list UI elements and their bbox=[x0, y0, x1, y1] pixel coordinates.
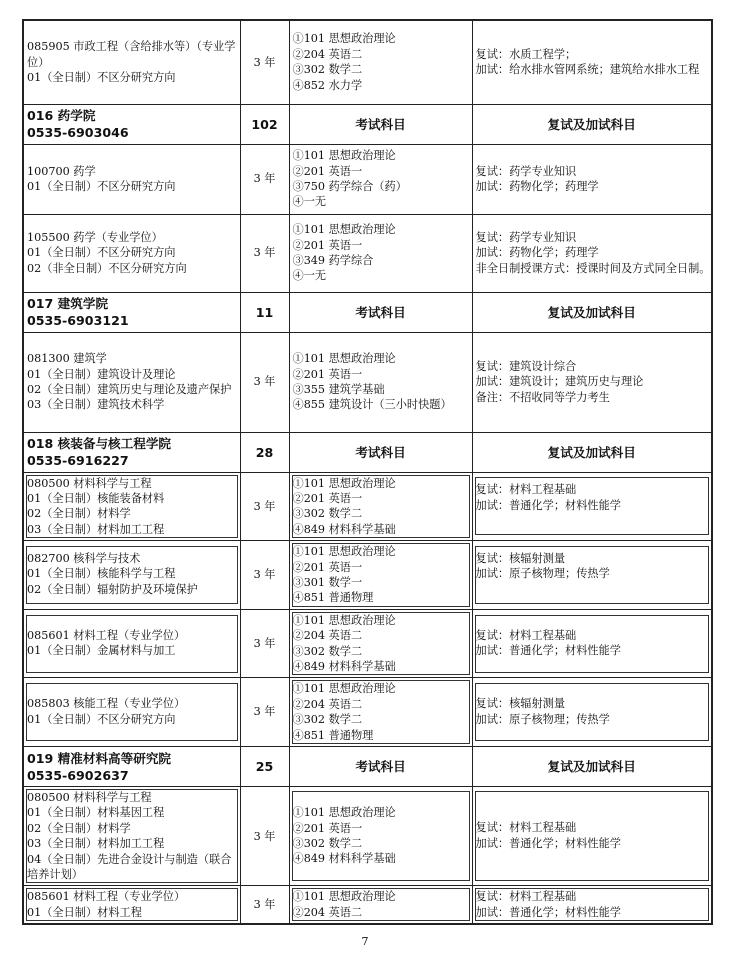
major-direction: 01（全日制）核能装备材料 bbox=[27, 491, 165, 505]
major-title: 105500 药学（专业学位） bbox=[27, 230, 163, 244]
retest-subjects-header: 复试及加试科目 bbox=[472, 432, 712, 472]
major-row-085601 bbox=[23, 609, 712, 678]
retest-cell bbox=[472, 886, 712, 924]
exam-subject: ①101 思想政治理论 bbox=[292, 32, 396, 46]
admissions-table bbox=[22, 19, 713, 925]
exam-subjects-header: 考试科目 bbox=[289, 747, 472, 787]
retest-subjects-header: 复试及加试科目 bbox=[472, 292, 712, 332]
major-direction: 02（全日制）材料学 bbox=[27, 507, 131, 521]
school-name-cell bbox=[23, 292, 240, 332]
exam-subject: ①101 思想政治理论 bbox=[292, 149, 396, 163]
retest-cell bbox=[472, 609, 712, 678]
school-name-cell bbox=[23, 432, 240, 472]
major-direction: 01（全日制）金属材料与加工 bbox=[27, 643, 176, 657]
major-direction: 01（全日制）不区分研究方向 bbox=[27, 246, 176, 260]
retest-item: 复试：药学专业知识 bbox=[475, 230, 577, 244]
exam-subject: ③301 数学一 bbox=[292, 575, 363, 589]
exam-subject: ③302 数学二 bbox=[292, 837, 363, 851]
study-years: 3 年 bbox=[240, 787, 289, 886]
retest-cell bbox=[472, 332, 712, 432]
exam-subject: ③750 药学综合（药） bbox=[292, 180, 407, 193]
major-cell bbox=[23, 472, 240, 541]
major-title: 085803 核能工程（专业学位） bbox=[27, 697, 186, 711]
enrollment-count: 25 bbox=[240, 747, 289, 787]
retest-item: 加试：普通化学；材料性能学 bbox=[475, 643, 621, 657]
major-title: 085601 材料工程（专业学位） bbox=[27, 890, 186, 904]
exam-subjects-cell bbox=[289, 20, 472, 104]
retest-item: 加试：药物化学；药理学 bbox=[475, 180, 599, 193]
major-title: 081300 建筑学 bbox=[27, 352, 107, 366]
major-direction: 03（全日制）材料加工工程 bbox=[27, 837, 165, 851]
retest-item: 复试：材料工程基础 bbox=[475, 628, 577, 642]
exam-subject: ②204 英语二 bbox=[292, 905, 363, 919]
school-phone: 0535-6903121 bbox=[27, 313, 129, 328]
exam-subjects-cell bbox=[289, 787, 472, 886]
retest-item: 复试：建筑设计综合 bbox=[475, 359, 577, 373]
retest-subjects-header: 复试及加试科目 bbox=[472, 747, 712, 787]
exam-subject: ①101 思想政治理论 bbox=[292, 352, 396, 366]
retest-cell bbox=[472, 144, 712, 214]
major-row-080500-precision bbox=[23, 787, 712, 886]
major-cell bbox=[23, 609, 240, 678]
major-direction: 03（全日制）建筑技术科学 bbox=[27, 398, 165, 412]
retest-item: 复试：水质工程学； bbox=[475, 47, 577, 61]
exam-subject: ④852 水力学 bbox=[292, 78, 363, 92]
major-title: 100700 药学 bbox=[27, 164, 96, 178]
study-years: 3 年 bbox=[240, 332, 289, 432]
exam-subjects-cell bbox=[289, 332, 472, 432]
school-header-017 bbox=[23, 292, 712, 332]
major-title: 085905 市政工程（含给排水等）（专业学位） bbox=[27, 40, 236, 69]
exam-subject: ④一无 bbox=[292, 195, 327, 209]
exam-subject: ④一无 bbox=[292, 269, 327, 283]
exam-subjects-header: 考试科目 bbox=[289, 432, 472, 472]
study-years: 3 年 bbox=[240, 144, 289, 214]
exam-subject: ②201 英语一 bbox=[292, 238, 363, 252]
exam-subject: ④851 普通物理 bbox=[292, 728, 374, 742]
retest-item: 加试：原子核物理；传热学 bbox=[475, 712, 610, 726]
exam-subject: ①101 思想政治理论 bbox=[292, 476, 396, 490]
exam-subject: ③302 数学二 bbox=[292, 63, 363, 77]
exam-subject: ①101 思想政治理论 bbox=[292, 223, 396, 237]
retest-item: 加试：普通化学；材料性能学 bbox=[475, 905, 621, 919]
exam-subject: ①101 思想政治理论 bbox=[292, 890, 396, 904]
retest-subjects-header: 复试及加试科目 bbox=[472, 104, 712, 144]
major-row-082700 bbox=[23, 541, 712, 610]
exam-subject: ②201 英语一 bbox=[292, 491, 363, 505]
exam-subjects-cell bbox=[289, 472, 472, 541]
retest-item: 复试：材料工程基础 bbox=[475, 483, 577, 497]
exam-subjects-cell bbox=[289, 144, 472, 214]
school-header-016 bbox=[23, 104, 712, 144]
exam-subject: ③302 数学二 bbox=[292, 507, 363, 521]
exam-subject: ④849 材料科学基础 bbox=[292, 522, 396, 536]
school-name: 017 建筑学院 bbox=[27, 296, 109, 311]
major-row-085803 bbox=[23, 678, 712, 747]
exam-subjects-header: 考试科目 bbox=[289, 104, 472, 144]
major-title: 080500 材料科学与工程 bbox=[27, 476, 152, 490]
retest-item: 加试：原子核物理；传热学 bbox=[475, 567, 610, 581]
retest-item: 加试：建筑设计；建筑历史与理论 bbox=[475, 375, 644, 389]
exam-subject: ④849 材料科学基础 bbox=[292, 659, 396, 673]
retest-item: 复试：核辐射测量 bbox=[475, 697, 566, 711]
major-title: 085601 材料工程（专业学位） bbox=[27, 628, 186, 642]
major-row-100700 bbox=[23, 144, 712, 214]
major-direction: 02（全日制）辐射防护及环境保护 bbox=[27, 582, 198, 596]
major-row-105500 bbox=[23, 214, 712, 292]
major-direction: 01（全日制）不区分研究方向 bbox=[27, 712, 176, 726]
exam-subjects-header: 考试科目 bbox=[289, 292, 472, 332]
major-direction: 01（全日制）材料工程 bbox=[27, 905, 142, 919]
retest-cell bbox=[472, 20, 712, 104]
retest-cell bbox=[472, 541, 712, 610]
study-years: 3 年 bbox=[240, 472, 289, 541]
exam-subject: ①101 思想政治理论 bbox=[292, 682, 396, 696]
school-header-019 bbox=[23, 747, 712, 787]
major-direction: 04（全日制）先进合金设计与制造（联合培养计划） bbox=[27, 852, 232, 882]
major-cell bbox=[23, 144, 240, 214]
page-number: 7 bbox=[361, 935, 369, 948]
retest-item: 复试：核辐射测量 bbox=[475, 551, 566, 565]
exam-subject: ③349 药学综合 bbox=[292, 254, 374, 267]
major-direction: 01（全日制）不区分研究方向 bbox=[27, 180, 176, 193]
exam-subject: ④849 材料科学基础 bbox=[292, 852, 396, 866]
exam-subjects-cell bbox=[289, 541, 472, 610]
major-direction: 02（非全日制）不区分研究方向 bbox=[27, 261, 187, 275]
major-direction: 01（全日制）核能科学与工程 bbox=[27, 567, 176, 581]
exam-subject: ②201 英语一 bbox=[292, 164, 363, 178]
exam-subjects-cell bbox=[289, 886, 472, 924]
retest-cell bbox=[472, 787, 712, 886]
major-cell bbox=[23, 678, 240, 747]
major-cell bbox=[23, 332, 240, 432]
school-header-018 bbox=[23, 432, 712, 472]
major-title: 080500 材料科学与工程 bbox=[27, 791, 152, 804]
retest-item: 备注：不招收同等学力考生 bbox=[475, 390, 610, 404]
retest-item: 复试：材料工程基础 bbox=[475, 821, 577, 835]
major-cell bbox=[23, 541, 240, 610]
school-name-cell bbox=[23, 104, 240, 144]
retest-cell bbox=[472, 678, 712, 747]
major-cell bbox=[23, 787, 240, 886]
exam-subject: ④855 建筑设计（三小时快题） bbox=[292, 398, 452, 412]
major-direction: 02（全日制）材料学 bbox=[27, 821, 131, 835]
exam-subject: ②204 英语二 bbox=[292, 629, 363, 643]
exam-subject: ①101 思想政治理论 bbox=[292, 613, 396, 627]
retest-item: 加试：普通化学；材料性能学 bbox=[475, 836, 621, 850]
major-direction: 01（全日制）材料基因工程 bbox=[27, 806, 165, 820]
exam-subject: ①101 思想政治理论 bbox=[292, 806, 396, 820]
exam-subject: ②204 英语二 bbox=[292, 47, 363, 61]
major-cell bbox=[23, 886, 240, 924]
school-name: 018 核装备与核工程学院 bbox=[27, 436, 172, 451]
exam-subjects-cell bbox=[289, 678, 472, 747]
school-phone: 0535-6916227 bbox=[27, 453, 129, 468]
exam-subject: ④851 普通物理 bbox=[292, 591, 374, 605]
exam-subjects-cell bbox=[289, 214, 472, 292]
major-row-085905 bbox=[23, 20, 712, 104]
exam-subject: ③302 数学二 bbox=[292, 713, 363, 727]
major-row-085601-precision bbox=[23, 886, 712, 924]
exam-subject: ①101 思想政治理论 bbox=[292, 545, 396, 559]
enrollment-count: 102 bbox=[240, 104, 289, 144]
study-years: 3 年 bbox=[240, 886, 289, 924]
exam-subject: ②201 英语一 bbox=[292, 821, 363, 835]
school-phone: 0535-6903046 bbox=[27, 125, 129, 140]
retest-item: 加试：药物化学；药理学 bbox=[475, 246, 599, 260]
retest-cell bbox=[472, 214, 712, 292]
admissions-table-page bbox=[22, 19, 711, 925]
major-direction: 01（全日制）建筑设计及理论 bbox=[27, 367, 176, 381]
exam-subjects-cell bbox=[289, 609, 472, 678]
enrollment-count: 11 bbox=[240, 292, 289, 332]
study-years: 3 年 bbox=[240, 609, 289, 678]
exam-subject: ③355 建筑学基础 bbox=[292, 383, 385, 396]
study-years: 3 年 bbox=[240, 20, 289, 104]
major-row-080500 bbox=[23, 472, 712, 541]
study-years: 3 年 bbox=[240, 541, 289, 610]
school-phone: 0535-6902637 bbox=[27, 767, 129, 783]
major-direction: 01（全日制）不区分研究方向 bbox=[27, 70, 176, 84]
retest-item: 加试：给水排水管网系统；建筑给水排水工程 bbox=[475, 63, 700, 77]
enrollment-count: 28 bbox=[240, 432, 289, 472]
exam-subject: ③302 数学二 bbox=[292, 644, 363, 658]
exam-subject: ②201 英语一 bbox=[292, 560, 363, 574]
major-title: 082700 核科学与技术 bbox=[27, 551, 141, 565]
retest-item: 加试：普通化学；材料性能学 bbox=[475, 498, 621, 512]
major-direction: 02（全日制）建筑历史与理论及遗产保护 bbox=[27, 383, 232, 396]
major-row-081300 bbox=[23, 332, 712, 432]
major-direction: 03（全日制）材料加工工程 bbox=[27, 522, 165, 536]
exam-subject: ②201 英语一 bbox=[292, 367, 363, 381]
study-years: 3 年 bbox=[240, 214, 289, 292]
school-name: 019 精准材料高等研究院 bbox=[27, 750, 172, 766]
retest-cell bbox=[472, 472, 712, 541]
major-cell bbox=[23, 214, 240, 292]
exam-subject: ②204 英语二 bbox=[292, 697, 363, 711]
study-years: 3 年 bbox=[240, 678, 289, 747]
retest-item: 非全日制授课方式：授课时间及方式同全日制。 bbox=[475, 261, 711, 275]
retest-item: 复试：材料工程基础 bbox=[475, 890, 577, 904]
school-name-cell bbox=[23, 747, 240, 787]
retest-item: 复试：药学专业知识 bbox=[475, 164, 577, 178]
major-cell bbox=[23, 20, 240, 104]
school-name: 016 药学院 bbox=[27, 108, 96, 123]
